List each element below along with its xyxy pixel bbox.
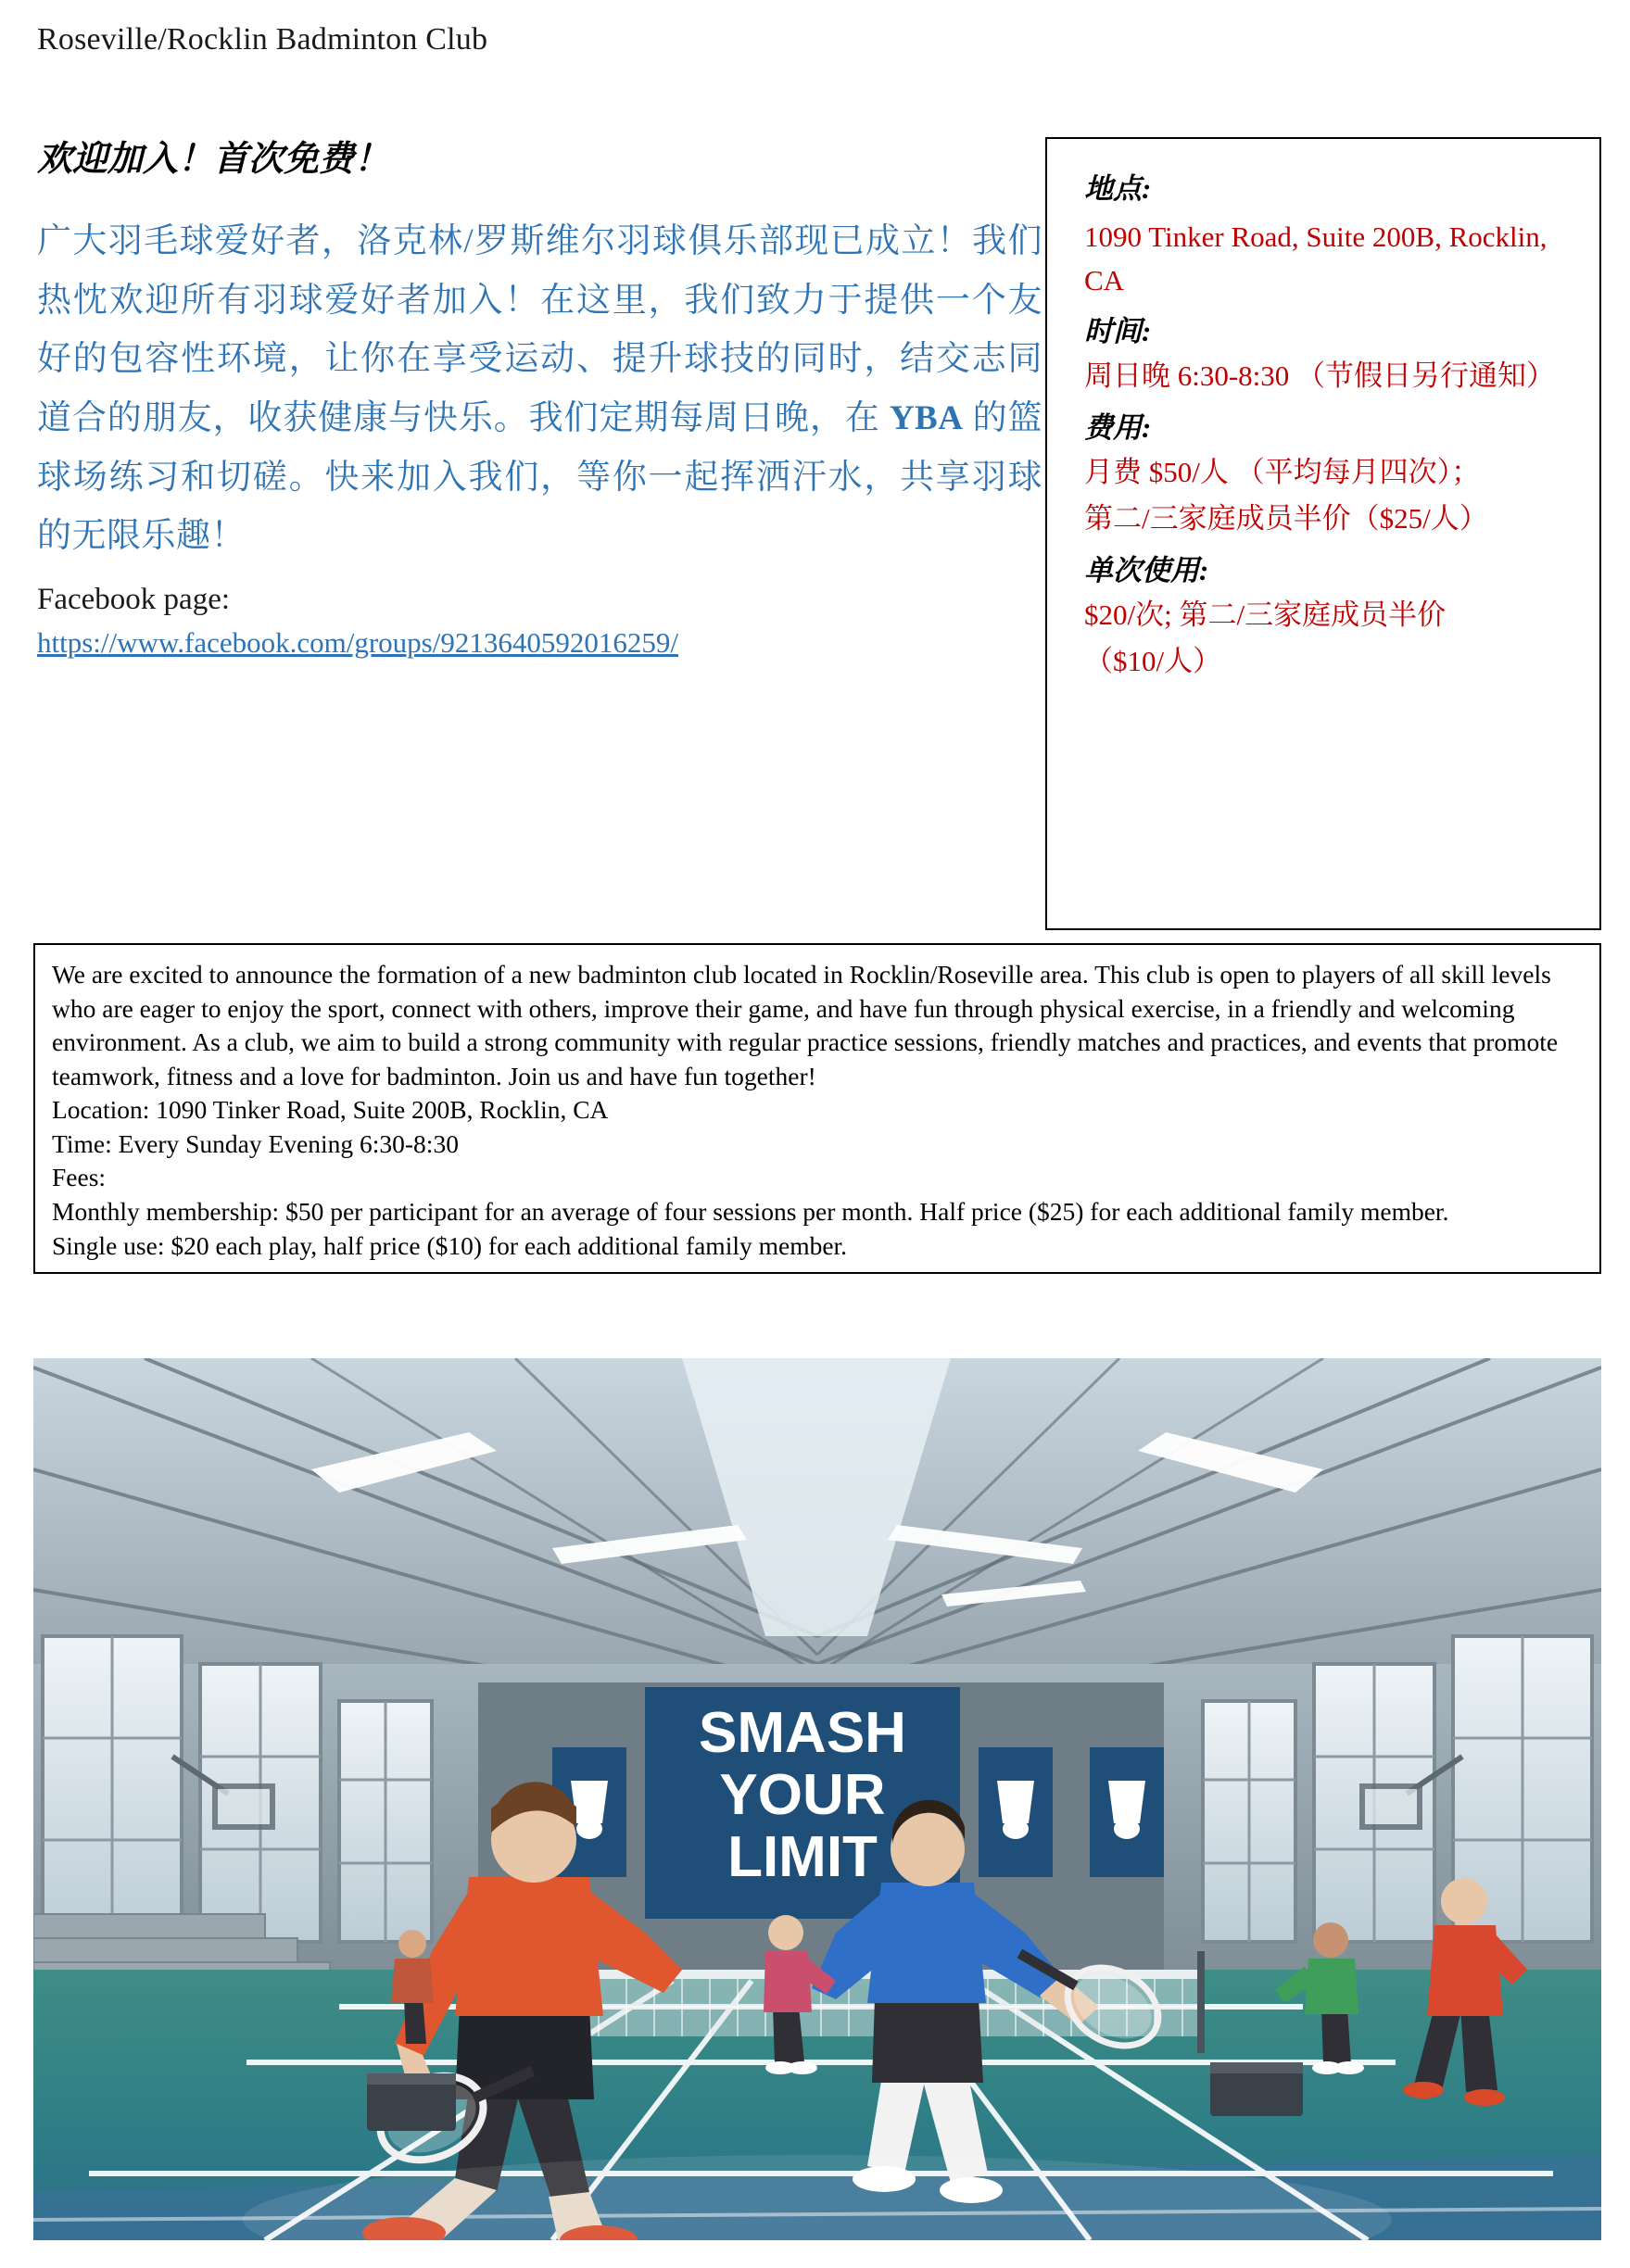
- single-use-value: $20/次; 第二/三家庭成员半价: [1084, 598, 1447, 631]
- location-value: 1090 Tinker Road, Suite 200B, Rocklin, CA: [1084, 220, 1548, 296]
- english-location-line: Location: 1090 Tinker Road, Suite 200B, Rocklin, CA: [52, 1095, 609, 1125]
- chinese-body-part1: 广大羽毛球爱好者，洛克林/罗斯维尔羽球俱乐部现已成立！我们热忱欢迎所有羽球爱好者加入！在这里，我们致力于提供一个友好的包容性环境，让你在享受运动、提升球技的同时，结交志同道合的朋友，收获健康与快乐。我们定期每周日晚，在: [37, 222, 1042, 437]
- time-value: 周日晚 6:30-8:30 （节假日另行通知）: [1084, 359, 1556, 392]
- english-fees-label: Fees:: [52, 1163, 107, 1192]
- time-label: 时间:: [1084, 315, 1152, 347]
- gymnasium-illustration: [33, 1358, 1601, 2240]
- gymnasium-photo: [33, 1358, 1601, 2240]
- chinese-body-paragraph: [37, 212, 1042, 566]
- location-label: 地点:: [1084, 172, 1152, 205]
- facebook-label: Facebook page:: [37, 582, 231, 616]
- facebook-group-link[interactable]: https://www.facebook.com/groups/9213640592016259/: [37, 625, 678, 659]
- single-use-family-value: （$10/人）: [1084, 645, 1222, 677]
- chinese-body-highlight: YBA: [889, 398, 964, 437]
- fee-label: 费用:: [1084, 410, 1152, 444]
- english-monthly-line: Monthly membership: $50 per participant for an average of four sessions per month. Half price ($25) for each additional family member.: [52, 1196, 1449, 1226]
- left-column: [37, 130, 1042, 660]
- english-time-line: Time: Every Sunday Evening 6:30-8:30: [52, 1128, 459, 1158]
- svg-text:YOUR: YOUR: [719, 1763, 886, 1827]
- single-use-label: 单次使用:: [1084, 553, 1209, 586]
- chinese-body-part2: 的篮球场练习和切磋。快来加入我们，等你一起挥洒汗水，共享羽球的无限乐趣！: [37, 398, 1043, 556]
- page-title: Roseville/Rocklin Badminton Club: [37, 22, 488, 57]
- english-single-use-line: Single use: $20 each play, half price ($10) for each additional family member.: [52, 1230, 848, 1260]
- welcome-heading: 欢迎加入！首次免费！: [37, 140, 390, 179]
- svg-text:LIMIT: LIMIT: [727, 1825, 878, 1889]
- english-description-box: [33, 943, 1601, 1274]
- svg-text:SMASH: SMASH: [699, 1701, 906, 1765]
- english-paragraph: We are excited to announce the formation of a new badminton club located in Rocklin/Roseville area. This club is open to players of all skill levels who are eager to enjoy the sport, connect with others, improve their game, and have fun through physical exercise, in a friendly and welcoming environment. As a club, we aim to build a strong community with regular practice sessions, friendly matches and practices, and events that promote teamwork, fitness and a love for badminton. Join us and have fun together!: [52, 960, 1559, 1090]
- info-box: [1045, 137, 1601, 930]
- fee-value-family: 第二/三家庭成员半价（$25/人）: [1084, 502, 1488, 535]
- fee-value-monthly: 月费 $50/人 （平均每月四次）；: [1084, 455, 1481, 488]
